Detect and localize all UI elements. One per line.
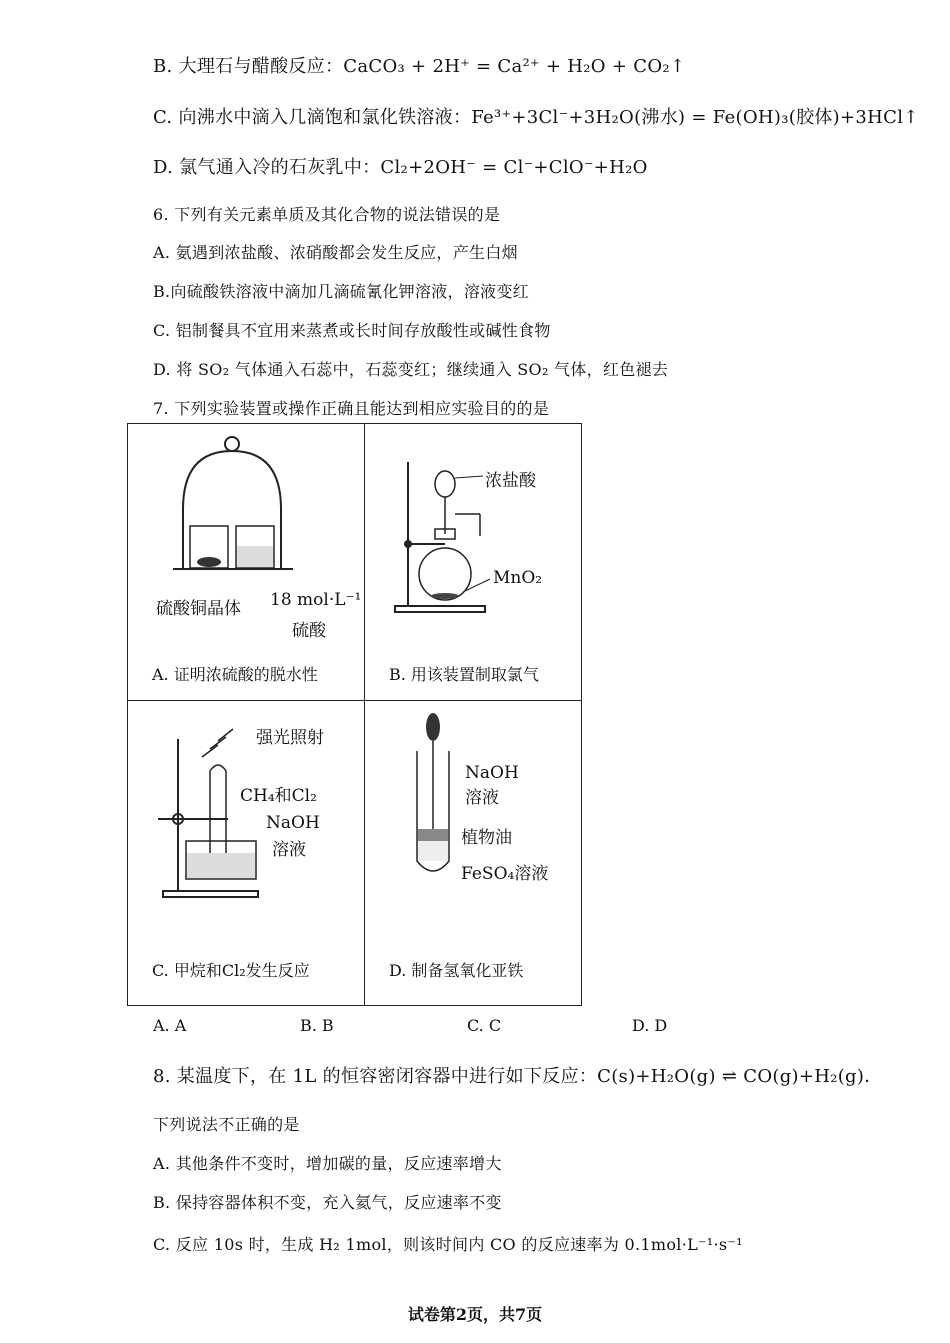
methane-chlorine-diagram (128, 701, 364, 937)
ferrous-hydroxide-diagram (365, 701, 581, 937)
q7-option-d: D. D (632, 1016, 668, 1035)
q8-stem: 8. 某温度下，在 1L 的恒容密闭容器中进行如下反应：C(s)+H₂O(g) ⇌ CO(g)+H₂(g)． (153, 1066, 883, 1087)
q6-option-b: B.向硫酸铁溶液中滴加几滴硫氰化钾溶液，溶液变红 (153, 282, 530, 301)
caption-c: C. 甲烷和Cl₂发生反应 (152, 961, 310, 980)
q5-option-c: C. 向沸水中滴入几滴饱和氯化铁溶液：Fe³⁺+3Cl⁻+3H₂O(沸水) = Fe(OH)₃(胶体)+3HCl↑ (153, 107, 919, 128)
label-ch4-cl2: CH₄和Cl₂ (240, 786, 317, 806)
q7-figure-table (127, 423, 582, 1006)
chlorine-apparatus-diagram (365, 424, 581, 650)
q5-option-d: D. 氯气通入冷的石灰乳中：Cl₂+2OH⁻ = Cl⁻+ClO⁻+H₂O (153, 157, 648, 178)
caption-b: B. 用该装置制取氯气 (389, 665, 539, 684)
label-copper-sulfate: 硫酸铜晶体 (156, 599, 241, 619)
q6-option-c: C. 铝制餐具不宜用来蒸煮或长时间存放酸性或碱性食物 (153, 321, 551, 340)
figure-d (365, 701, 582, 1006)
caption-a: A. 证明浓硫酸的脱水性 (152, 665, 318, 684)
label-concentration: 18 mol·L⁻¹ (270, 590, 362, 610)
label-strong-light: 强光照射 (256, 728, 324, 748)
q8-option-a: A. 其他条件不变时，增加碳的量，反应速率增大 (153, 1154, 502, 1173)
q6-stem: 6. 下列有关元素单质及其化合物的说法错误的是 (153, 205, 501, 224)
figure-b (365, 424, 582, 701)
q6-option-a: A. 氨遇到浓盐酸、浓硝酸都会发生反应，产生白烟 (153, 243, 518, 262)
page-footer: 试卷第2页，共7页 (407, 1305, 543, 1324)
label-solution-d: 溶液 (465, 788, 499, 808)
q8-option-c: C. 反应 10s 时，生成 H₂ 1mol，则该时间内 CO 的反应速率为 0.1mol·L⁻¹·s⁻¹ (153, 1235, 743, 1254)
label-naoh: NaOH (266, 813, 320, 833)
label-vegetable-oil: 植物油 (461, 828, 512, 848)
q8-option-b: B. 保持容器体积不变，充入氦气，反应速率不变 (153, 1193, 502, 1212)
q7-option-a: A. A (153, 1016, 187, 1035)
label-conc-hcl: 浓盐酸 (485, 471, 536, 491)
figure-a (128, 424, 365, 701)
q7-stem: 7. 下列实验装置或操作正确且能达到相应实验目的的是 (153, 399, 550, 418)
figure-c (128, 701, 365, 1006)
label-solution: 溶液 (272, 840, 306, 860)
label-feso4: FeSO₄溶液 (461, 864, 549, 884)
q7-option-b: B. B (300, 1016, 334, 1035)
label-naoh-d: NaOH (465, 763, 519, 783)
q5-option-b: B. 大理石与醋酸反应：CaCO₃ + 2H⁺ = Ca²⁺ + H₂O + CO₂↑ (153, 56, 686, 77)
q8-subquestion: 下列说法不正确的是 (153, 1115, 300, 1134)
caption-d: D. 制备氢氧化亚铁 (389, 961, 524, 980)
q7-option-c: C. C (467, 1016, 502, 1035)
label-sulfuric-acid: 硫酸 (292, 621, 326, 641)
label-mno2: MnO₂ (493, 568, 543, 588)
q6-option-d: D. 将 SO₂ 气体通入石蕊中，石蕊变红；继续通入 SO₂ 气体，红色褪去 (153, 360, 669, 379)
